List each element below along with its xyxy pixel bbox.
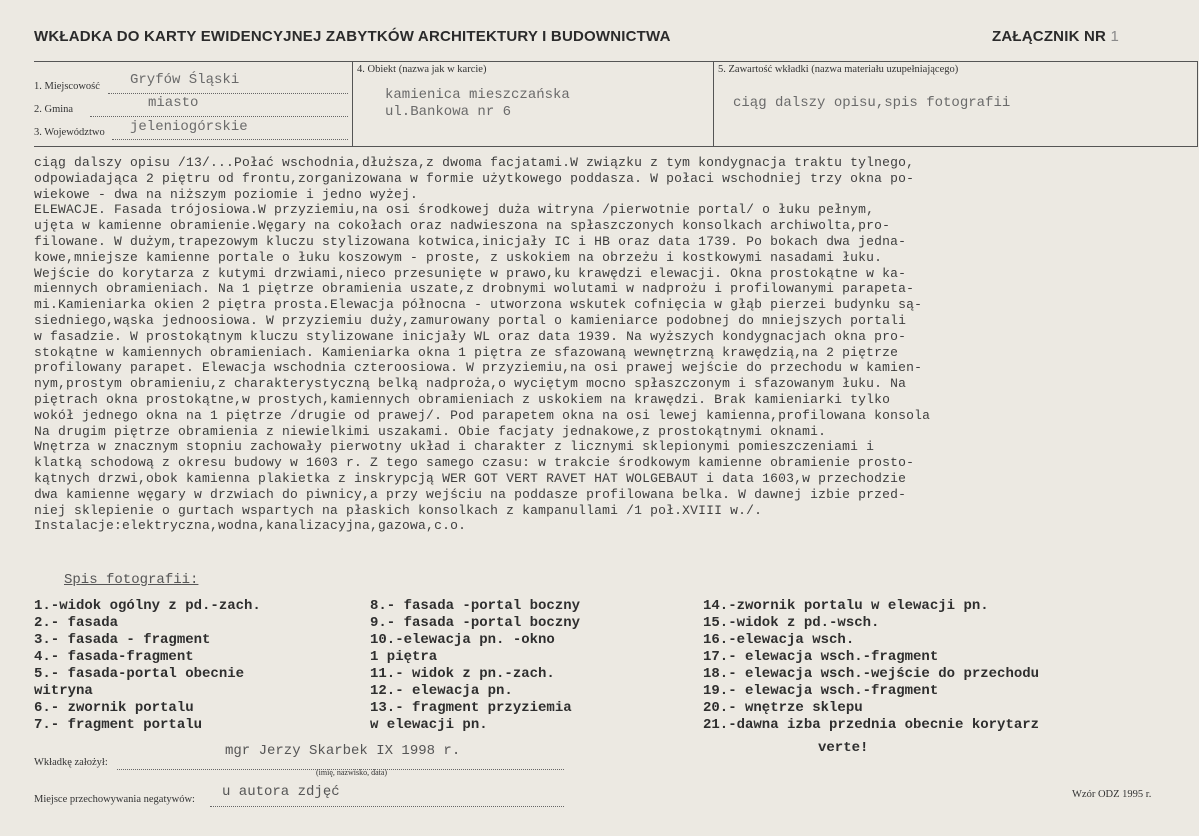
description-text [34,155,1194,534]
body-line: dwa kamienne węgary w drzwiach do piwnicy,a przy wejściu na poddasze profilowana belka. W dawnej izbie przed- [34,486,907,502]
appendix-label-text: ZAŁĄCZNIK NR [992,28,1107,45]
field-1-line [108,93,348,94]
form-title: WKŁADKA DO KARTY EWIDENCYJNEJ ZABYTKÓW ARCHITEKTURY I BUDOWNICTWA [34,28,671,45]
photo-item: 15.-widok z pd.-wsch. [703,615,880,631]
form-id: Wzór ODZ 1995 r. [1072,789,1152,800]
photo-item: witryna [34,683,93,699]
divider-2 [713,61,714,147]
field-4-value-1: kamienica mieszczańska [385,87,570,103]
body-line: miennych obramieniach. Na 1 piętrze obramienia uszate,z drobnymi wolutami w nadprożu i profilowanymi parapeta- [34,281,915,297]
body-line: ujęta w kamienne obramienie.Węgary na cokołach oraz nadwieszona na spłaszczonych konsolkach archiwolta,pro- [34,218,891,234]
body-line: profilowany parapet. Elewacja wschodnia czteroosiowa. W przyziemiu,na osi prawej wejście do przechodu w kamien- [34,360,923,376]
bottom-rule [34,146,1198,147]
photo-item: 13.- fragment przyziemia [370,700,572,716]
divider-1 [352,61,353,147]
body-line: kątnych drzwi,obok kamienna plakietka z inskrypcją WER GOT VERT RAVET HAT WOLGEBAUT i data 1603,w przechodzie [34,470,907,486]
photo-list-column-3 [703,598,1039,734]
photo-item: 4.- fasada-fragment [34,649,194,665]
body-line: nym,prostym obramieniu,z charakterystyczną belką nadproża,o wyciętym mocno spłaszczonym i sfazowanym łuku. Na [34,376,907,392]
field-3-line [112,139,348,140]
body-line: kowe,mniejsze kamienne portale o łuku koszowym - proste, z uskokiem na obrzeżu i kostkowymi nasadami łuku. [34,249,883,265]
field-2-value: miasto [148,95,199,111]
body-line: wiekowe - dwa na niższym poziomie i jedno wyżej. [34,186,419,202]
appendix-label [992,28,1119,45]
photo-item: 17.- elewacja wsch.-fragment [703,649,939,665]
body-line: siedniego,wąska jednoosiowa. W przyziemiu duży,zamurowany portal o kamieniarce podobnej do mniejszych portali [34,312,907,328]
photo-item: 11.- widok z pn.-zach. [370,666,555,682]
body-line: niej sklepienie o gurtach wspartych na płaskich konsolkach z kampanullami /1 poł.XVIII w./. [34,502,763,518]
field-3-label: 3. Województwo [34,127,105,138]
photo-item: 1 piętra [370,649,438,665]
body-line: klatką schodową z okresu budowy w 1603 r. Z tego samego czasu: w trakcie środkowym kamienne obramienie prosto- [34,455,915,471]
photo-item: 3.- fasada - fragment [34,632,211,648]
photo-list-column-2 [370,598,580,734]
field-2-label: 2. Gmina [34,104,74,115]
photo-item: 16.-elewacja wsch. [703,632,855,648]
body-line: Instalacje:elektryczna,wodna,kanalizacyjna,gazowa,c.o. [34,518,467,534]
body-line: ELEWACJE. Fasada trójosiowa.W przyziemiu,na osi środkowej duża witryna /pierwotnie portal/ o łuku pełnym, [34,202,875,218]
divider-3 [1197,61,1198,147]
field-2-line [90,116,348,117]
field-5-value: ciąg dalszy opisu,spis fotografii [733,95,1011,111]
verte-note: verte! [818,740,869,756]
field-4-label: 4. Obiekt (nazwa jak w karcie) [357,64,487,75]
photo-item: 14.-zwornik portalu w elewacji pn. [703,598,989,614]
body-line: stokątne w kamiennych obramieniach. Kamieniarka okna 1 piętra ze sfazowaną wewnętrzną krawędzią,na 2 piętrze [34,344,899,360]
photo-item: 20.- wnętrze sklepu [703,700,863,716]
field-1-value: Gryfów Śląski [130,72,240,88]
top-rule [34,61,1198,62]
photo-item: w elewacji pn. [370,717,488,733]
body-line: piętrach okna prostokątne,w prostych,kamiennych obramieniach z uskokiem na krawędzi. Brak kamieniarki tylko [34,391,891,407]
photo-item: 8.- fasada -portal boczny [370,598,581,614]
storage-label: Miejsce przechowywania negatywów: [34,794,195,805]
body-line: mi.Kamieniarka okien 2 piętra prosta.Elewacja północna - utworzona wskutek cofnięcia w głąb pierzei budynku są- [34,297,923,313]
body-line: Wnętrza w znacznym stopniu zachowały pierwotny układ i charakter z licznymi sklepionymi pomieszczeniami i [34,439,875,455]
photo-item: 19.- elewacja wsch.-fragment [703,683,939,699]
body-line: Wejście do korytarza z kutymi drzwiami,nieco przesunięte w prawo,ku krawędzi elewacji. Okna prostokątne w ka- [34,265,907,281]
appendix-number: 1 [1110,28,1119,45]
field-5-label: 5. Zawartość wkładki (nazwa materiału uzupełniającego) [718,64,959,75]
body-line: w fasadzie. W prostokątnym kluczu stylizowane inicjały WL oraz data 1939. Na wyższych kondygnacjach okna pro- [34,328,907,344]
photo-list-column-1 [34,598,261,734]
author-hint: (imię, nazwisko, data) [316,768,388,777]
photo-item: 9.- fasada -portal boczny [370,615,581,631]
field-1-label: 1. Miejscowość [34,81,100,92]
photo-item: 5.- fasada-portal obecnie [34,666,245,682]
body-line: odpowiadająca 2 piętru od frontu,zorganizowana w formie użytkowego poddasza. W połaci wschodniej trzy okna po- [34,170,915,186]
photo-item: 10.-elewacja pn. -okno [370,632,555,648]
photo-item: 6.- zwornik portalu [34,700,194,716]
body-line: Na drugim piętrze obramienia z niewielkimi uszakami. Obie facjaty jednakowe,z prostokątnymi oknami. [34,423,827,439]
field-4-value-2: ul.Bankowa nr 6 [385,104,512,120]
photo-item: 1.-widok ogólny z pd.-zach. [34,598,261,614]
photo-item: 2.- fasada [34,615,119,631]
field-3-value: jeleniogórskie [130,119,248,135]
photo-item: 21.-dawna izba przednia obecnie korytarz [703,717,1040,733]
photo-item: 12.- elewacja pn. [370,683,513,699]
storage-value: u autora zdjęć [222,784,340,800]
body-line: wokół jednego okna na 1 piętrze /drugie od prawej/. Pod parapetem okna na osi lewej kamienna,profilowana konsola [34,407,931,423]
author-label: Wkładkę założył: [34,757,108,768]
body-line: filowane. W dużym,trapezowym kluczu stylizowana kotwica,inicjały IC i HB oraz data 1739. Po bokach dwa jedna- [34,233,907,249]
storage-line [210,806,564,807]
body-line: ciąg dalszy opisu /13/...Połać wschodnia,dłuższa,z dwoma facjatami.W związku z tym kondygnacja traktu tylnego, [34,155,915,170]
photo-item: 18.- elewacja wsch.-wejście do przechodu [703,666,1040,682]
photo-list-title: Spis fotografii: [64,572,199,588]
photo-item: 7.- fragment portalu [34,717,203,733]
author-value: mgr Jerzy Skarbek IX 1998 r. [225,743,461,759]
